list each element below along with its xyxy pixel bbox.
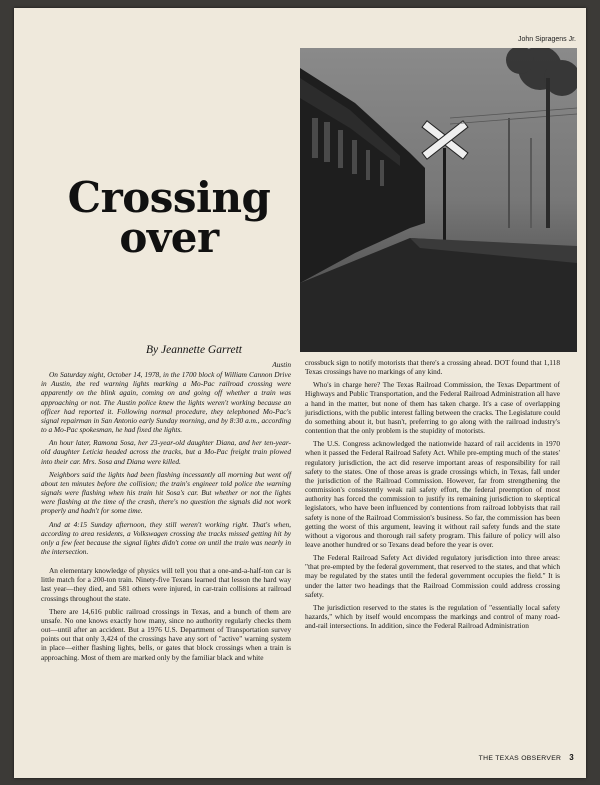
dateline: Austin — [272, 360, 291, 369]
body-paragraph: crossbuck sign to notify motorists that there's a crossing ahead. DOT found that 1,118 Texas crossings have no markings of any kind. — [305, 358, 560, 377]
title-line-1: Crossing — [67, 173, 271, 222]
title-line-2: over — [119, 213, 219, 262]
train-crossing-illustration — [300, 48, 577, 352]
intro-paragraph: On Saturday night, October 14, 1978, in the 1700 block of William Cannon Drive in Austin, the red warning lights marking a Mo-Pac railroad crossing were apparently on the blink again, coming on and going off whether a train was approaching or not. The Austin police knew the lights weren't working because an officer had reported it. Following normal procedure, they telephoned Mo-Pac's signal repairman in San Antonio early Sunday morning, and by 8:30 a.m., according to a Mo-Pac spokesman, he had fixed the lights. — [41, 370, 291, 435]
publication-name: THE TEXAS OBSERVER — [478, 755, 562, 762]
magazine-page — [14, 8, 586, 778]
article-title — [54, 173, 284, 262]
body-paragraph: Who's in charge here? The Texas Railroad Commission, the Texas Department of Highways and Public Transportation, and the Federal Railroad Administration all have a hand in the matter, but none of them has taken charge. It's a case of overlapping jurisdictions, with the public interest falling between the cracks. The Legislature could do something about it, but hasn't, preferring to go along with the railroad industry's contention that the only problem is the stupidity of motorists. — [305, 380, 560, 436]
railroad-crossing-photo — [300, 48, 577, 352]
body-paragraph: The jurisdiction reserved to the states is the regulation of "essentially local safety hazards," which by itself would encompass the markings and control of many road-and-rail intersections. In addition, since the Federal Railroad Administration — [305, 602, 560, 631]
intro-paragraph: An hour later, Ramona Sosa, her 23-year-old daughter Diana, and her ten-year-old daughter Leticia headed across the tracks, but a Mo-Pac freight train plowed into their car. Mrs. Sosa and Diana were killed. — [41, 438, 291, 466]
body-paragraph: There are 14,616 public railroad crossings in Texas, and a bunch of them are unsafe. No one knows exactly how many, since no authority regularly checks them out—until after an accident. But a 1976 U.S. Department of Transportation survey points out that only 3,424 of the crossings have any sort of "active" warning system in place—either flashing lights, bells, or gates that block crossings when a train is approaching. Most of them are marked only by the familiar black and white — [41, 606, 291, 662]
byline: By Jeannette Garrett — [145, 344, 242, 356]
left-column — [41, 360, 291, 666]
intro-paragraph: And at 4:15 Sunday afternoon, they still weren't working right. That's when, according to area residents, a Volkswagen crossing the tracks missed getting hit by only a few feet because the signal lights didn't come on until the train was nearly in the intersection. — [41, 519, 291, 556]
body-paragraph: The Federal Railroad Safety Act divided regulatory jurisdiction into three areas: "that pre-empted by the federal government, that reserved to the states, and that which may be regulated by the states until the federal government occupies the field." It is under the latter two headings that the Railroad Commission could address crossing safety. — [305, 553, 560, 599]
body-paragraph: An elementary knowledge of physics will tell you that a one-and-a-half-ton car is little match for a 200-ton train. Ninety-five Texans learned that lesson the hard way last year—they died, and 581 others were injured, in car-train collisions at railroad crossings throughout the state. — [41, 566, 291, 603]
page-number: 3 — [569, 753, 574, 762]
intro-paragraph: Neighbors said the lights had been flashing incessantly all morning but went off about ten minutes before the collision; the train's engineer told police the warning signals were flashing when his train hit Sosa's car. But whether or not the lights were flashing at the time of the crash, there's no question the signals did not work properly and hadn't for some time. — [41, 469, 291, 516]
photo-credit: John Sipragens Jr. — [518, 36, 576, 43]
page-footer — [434, 753, 574, 762]
body-paragraph: The U.S. Congress acknowledged the nationwide hazard of rail accidents in 1970 when it passed the Federal Railroad Safety Act. While pre-empting much of the states' regulatory jurisdiction, the act did reserve important areas of responsibility for rail safety to the states. One of those areas is grade crossings which, in Texas, fall under the jurisdiction of the Railroad Commission. However, far from strengthening the commission's consistently weak rail safety effort, the federal preemption of most authority has forced the commission to justify its remaining jurisdiction to skeptical legislators, who have been influenced by contentions from railroad lobbyists that rail safety is none of the Railroad Commission's business. So far, the commission has been getting the worst of this argument, leaving it without rail safety funds and the state without a vigorous and thorough rail safety program. This failure of policy will also leave another hundred or so Texans dead before the year is over. — [305, 439, 560, 549]
article-intro — [41, 370, 291, 556]
right-column — [305, 358, 560, 634]
